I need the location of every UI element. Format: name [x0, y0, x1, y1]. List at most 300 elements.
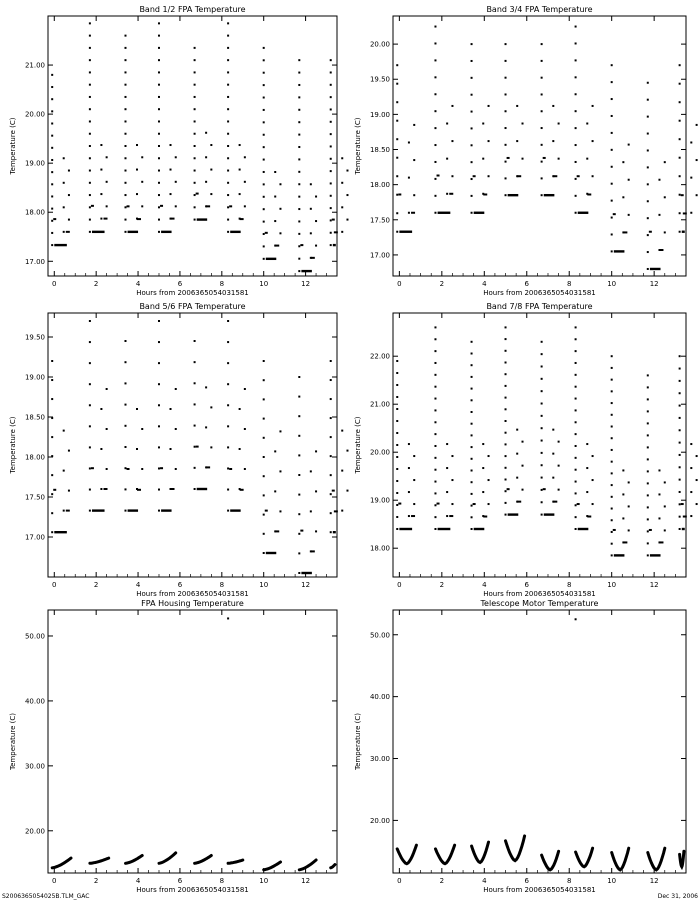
data-point	[341, 206, 343, 208]
data-point	[330, 121, 332, 123]
data-point	[263, 47, 265, 49]
data-point	[482, 443, 484, 445]
data-point	[541, 440, 543, 442]
y-tick-label: 20.00	[369, 40, 390, 49]
x-tick-label: 4	[135, 280, 141, 288]
plateau-segment	[128, 509, 138, 511]
plateau-segment	[473, 503, 476, 505]
data-point	[170, 144, 172, 146]
plateau-segment	[103, 218, 107, 220]
plateau-segment	[127, 468, 130, 470]
data-point	[647, 133, 649, 135]
data-point	[679, 175, 681, 177]
data-point	[298, 376, 300, 378]
data-point	[451, 479, 453, 481]
chart-title: Band 1/2 FPA Temperature	[139, 5, 246, 14]
data-point	[51, 86, 53, 88]
data-point	[541, 77, 543, 79]
data-point	[68, 194, 70, 196]
data-point	[611, 217, 613, 219]
data-point	[647, 530, 649, 532]
data-point	[541, 390, 543, 392]
y-tick-label: 22.00	[369, 352, 390, 361]
data-point	[396, 231, 398, 233]
plateau-segment	[54, 531, 67, 533]
data-point	[690, 467, 692, 469]
y-tick-label: 18.50	[24, 413, 45, 422]
temperature-arc	[159, 853, 176, 863]
data-point	[274, 220, 276, 222]
data-point	[194, 425, 196, 427]
data-point	[346, 450, 348, 452]
data-point	[679, 466, 681, 468]
data-point	[396, 64, 398, 66]
data-point	[396, 432, 398, 434]
data-point	[611, 543, 613, 545]
data-point	[298, 134, 300, 136]
data-point	[558, 158, 560, 160]
plateau-segment	[301, 572, 311, 574]
data-point	[298, 454, 300, 456]
data-point	[575, 42, 577, 44]
data-point	[679, 417, 681, 419]
data-point	[658, 179, 660, 181]
data-point	[434, 481, 436, 483]
plateau-segment	[449, 515, 453, 517]
data-point	[575, 195, 577, 197]
data-point	[274, 490, 276, 492]
data-point	[575, 409, 577, 411]
data-point	[227, 145, 229, 147]
data-point	[298, 513, 300, 515]
data-point	[330, 133, 332, 135]
data-point	[396, 408, 398, 410]
data-point	[315, 530, 317, 532]
data-point	[175, 156, 177, 158]
data-point	[505, 362, 507, 364]
data-point	[175, 428, 177, 430]
data-point	[227, 22, 229, 24]
data-point	[315, 220, 317, 222]
data-point	[298, 158, 300, 160]
data-point	[263, 159, 265, 161]
data-point	[592, 140, 594, 142]
data-point	[696, 194, 698, 196]
data-point	[279, 510, 281, 512]
data-point	[124, 510, 126, 512]
data-point	[575, 386, 577, 388]
data-point	[622, 517, 624, 519]
plateau-segment	[659, 541, 663, 543]
data-point	[205, 386, 207, 388]
data-point	[194, 170, 196, 172]
data-point	[664, 529, 666, 531]
plot-frame	[48, 16, 337, 276]
data-point	[541, 464, 543, 466]
data-point	[263, 379, 265, 381]
data-point	[647, 494, 649, 496]
data-point	[210, 169, 212, 171]
temperature-arc	[195, 856, 212, 864]
data-point	[298, 474, 300, 476]
data-point	[263, 514, 265, 516]
plateau-segment	[229, 205, 232, 207]
data-point	[647, 183, 649, 185]
data-point	[575, 93, 577, 95]
x-tick-label: 8	[566, 877, 572, 885]
y-axis-label: Temperature (C)	[9, 117, 17, 175]
x-tick-label: 10	[607, 280, 617, 288]
data-point	[413, 479, 415, 481]
data-point	[227, 71, 229, 73]
data-point	[51, 159, 53, 161]
data-point	[505, 479, 507, 481]
data-point	[330, 493, 332, 495]
data-point	[488, 175, 490, 177]
data-point	[158, 425, 160, 427]
data-point	[330, 145, 332, 147]
chart-title: Telescope Motor Temperature	[480, 599, 599, 608]
plot-frame	[393, 16, 686, 276]
data-point	[210, 446, 212, 448]
data-point	[488, 140, 490, 142]
data-point	[263, 418, 265, 420]
data-point	[330, 512, 332, 514]
data-point	[124, 404, 126, 406]
data-point	[611, 461, 613, 463]
data-points	[52, 617, 335, 869]
data-point	[647, 234, 649, 236]
plateau-segment	[311, 257, 315, 259]
data-point	[471, 353, 473, 355]
data-point	[298, 245, 300, 247]
data-point	[434, 445, 436, 447]
data-point	[141, 156, 143, 158]
data-point	[575, 398, 577, 400]
data-point	[647, 518, 649, 520]
data-point	[408, 491, 410, 493]
plateau-segment	[543, 157, 546, 159]
data-point	[408, 141, 410, 143]
plateau-segment	[171, 488, 175, 490]
data-point	[205, 426, 207, 428]
data-point	[298, 183, 300, 185]
plateau-segment	[544, 194, 555, 196]
temperature-arc	[576, 848, 593, 867]
data-point	[158, 446, 160, 448]
plateau-segment	[332, 219, 335, 221]
data-point	[194, 446, 196, 448]
data-point	[89, 404, 91, 406]
data-point	[611, 355, 613, 357]
data-point	[471, 399, 473, 401]
data-point	[89, 219, 91, 221]
y-tick-label: 40.00	[24, 697, 45, 706]
data-point	[263, 437, 265, 439]
data-point	[575, 110, 577, 112]
x-tick-label: 10	[607, 581, 617, 589]
x-tick-label: 10	[607, 877, 617, 885]
data-point	[586, 491, 588, 493]
temperature-arc	[436, 845, 455, 864]
plateau-segment	[332, 490, 335, 492]
data-point	[89, 510, 91, 512]
data-point	[263, 552, 265, 554]
temperature-arc	[612, 848, 629, 870]
data-point	[89, 133, 91, 135]
plateau-segment	[197, 218, 207, 220]
plateau-segment	[659, 249, 663, 251]
data-point	[471, 505, 473, 507]
x-tick-label: 10	[259, 280, 269, 288]
data-point	[505, 420, 507, 422]
data-point	[408, 443, 410, 445]
data-point	[505, 43, 507, 45]
data-point	[227, 35, 229, 37]
plateau-segment	[681, 503, 684, 505]
data-point	[575, 326, 577, 328]
data-point	[263, 109, 265, 111]
data-point	[330, 195, 332, 197]
data-point	[679, 212, 681, 214]
data-point	[679, 442, 681, 444]
plateau-segment	[92, 231, 105, 233]
data-point	[647, 116, 649, 118]
data-point	[330, 108, 332, 110]
plateau-segment	[265, 510, 268, 512]
data-point	[244, 428, 246, 430]
data-point	[89, 35, 91, 37]
data-point	[647, 482, 649, 484]
temperature-arc	[506, 836, 525, 861]
data-point	[100, 193, 102, 195]
data-point	[51, 493, 53, 495]
data-point	[396, 175, 398, 177]
plateau-segment	[137, 218, 141, 220]
data-point	[647, 458, 649, 460]
data-point	[330, 379, 332, 381]
data-point	[158, 108, 160, 110]
data-point	[170, 193, 172, 195]
data-points	[396, 326, 697, 556]
data-point	[575, 212, 577, 214]
plateau-segment	[301, 270, 311, 272]
data-point	[413, 159, 415, 161]
data-point	[298, 233, 300, 235]
plateau-segment	[160, 467, 163, 469]
data-point	[298, 208, 300, 210]
plateau-segment	[578, 212, 589, 214]
temperature-arc	[542, 851, 559, 870]
data-point	[227, 467, 229, 469]
data-point	[434, 409, 436, 411]
data-point	[575, 127, 577, 129]
data-point	[194, 59, 196, 61]
plateau-segment	[473, 175, 476, 177]
data-point	[298, 533, 300, 535]
plateau-segment	[614, 250, 625, 252]
data-point	[51, 360, 53, 362]
data-point	[124, 71, 126, 73]
data-point	[227, 425, 229, 427]
data-point	[488, 479, 490, 481]
data-point	[124, 467, 126, 469]
data-point	[647, 422, 649, 424]
y-tick-label: 17.00	[369, 251, 390, 260]
data-point	[434, 59, 436, 61]
plateau-segment	[206, 205, 210, 207]
data-point	[51, 398, 53, 400]
data-point	[611, 484, 613, 486]
data-point	[124, 206, 126, 208]
data-point	[263, 183, 265, 185]
data-point	[263, 533, 265, 535]
data-point	[396, 138, 398, 140]
plateau-segment	[517, 501, 521, 503]
data-point	[194, 84, 196, 86]
data-point	[434, 350, 436, 352]
chart-panel-0	[9, 5, 348, 297]
chart-title: FPA Housing Temperature	[141, 599, 244, 608]
data-point	[279, 208, 281, 210]
plateau-segment	[614, 554, 625, 556]
plateau-segment	[508, 513, 519, 515]
data-point	[664, 505, 666, 507]
data-point	[664, 231, 666, 233]
plateau-segment	[483, 516, 487, 518]
data-point	[679, 138, 681, 140]
data-point	[396, 384, 398, 386]
data-point	[124, 47, 126, 49]
y-tick-label: 30.00	[24, 762, 45, 771]
plateau-segment	[683, 516, 687, 518]
data-point	[505, 502, 507, 504]
data-point	[298, 258, 300, 260]
plateau-segment	[398, 503, 401, 505]
data-point	[408, 515, 410, 517]
data-point	[239, 448, 241, 450]
data-point	[194, 403, 196, 405]
data-point	[446, 491, 448, 493]
data-point	[522, 465, 524, 467]
data-point	[205, 181, 207, 183]
data-point	[471, 458, 473, 460]
data-point	[488, 455, 490, 457]
data-point	[274, 196, 276, 198]
data-point	[158, 96, 160, 98]
data-point	[664, 196, 666, 198]
data-point	[575, 178, 577, 180]
data-point	[227, 59, 229, 61]
data-point	[124, 194, 126, 196]
plateau-segment	[613, 529, 616, 531]
data-point	[482, 491, 484, 493]
data-point	[434, 212, 436, 214]
data-point	[434, 433, 436, 435]
x-tick-label: 2	[93, 581, 99, 589]
data-point	[89, 194, 91, 196]
plateau-segment	[438, 528, 451, 530]
data-point	[346, 490, 348, 492]
data-point	[298, 59, 300, 61]
data-point	[330, 59, 332, 61]
data-point	[541, 144, 543, 146]
data-point	[679, 429, 681, 431]
data-point	[124, 231, 126, 233]
data-point	[330, 436, 332, 438]
data-point	[136, 144, 138, 146]
data-point	[575, 528, 577, 530]
data-point	[396, 396, 398, 398]
data-point	[541, 501, 543, 503]
data-point	[263, 233, 265, 235]
data-point	[482, 123, 484, 125]
data-point	[263, 121, 265, 123]
data-point	[471, 43, 473, 45]
data-point	[679, 503, 681, 505]
data-point	[434, 178, 436, 180]
data-point	[141, 428, 143, 430]
data-point	[575, 421, 577, 423]
data-point	[346, 170, 348, 172]
data-point	[106, 428, 108, 430]
data-point	[175, 205, 177, 207]
data-point	[51, 436, 53, 438]
data-point	[298, 171, 300, 173]
data-point	[298, 72, 300, 74]
data-point	[158, 120, 160, 122]
data-point	[552, 140, 554, 142]
data-point	[298, 415, 300, 417]
plateau-segment	[91, 467, 94, 469]
data-point	[541, 161, 543, 163]
data-point	[451, 140, 453, 142]
data-point	[158, 362, 160, 364]
data-point	[194, 157, 196, 159]
data-point	[51, 512, 53, 514]
data-point	[658, 493, 660, 495]
data-point	[471, 481, 473, 483]
data-point	[558, 123, 560, 125]
y-tick-label: 20.00	[24, 827, 45, 836]
data-point	[124, 170, 126, 172]
data-point	[263, 72, 265, 74]
plateau-segment	[578, 528, 589, 530]
data-point	[413, 503, 415, 505]
data-point	[141, 468, 143, 470]
data-point	[488, 105, 490, 107]
data-point	[434, 457, 436, 459]
data-point	[158, 320, 160, 322]
data-point	[679, 516, 681, 518]
data-point	[194, 120, 196, 122]
plateau-segment	[266, 258, 276, 260]
plateau-segment	[508, 194, 519, 196]
data-point	[68, 450, 70, 452]
data-point	[516, 429, 518, 431]
data-point	[263, 97, 265, 99]
data-point	[516, 140, 518, 142]
y-tick-label: 17.00	[24, 533, 45, 542]
y-tick-label: 21.00	[24, 61, 45, 70]
data-point	[575, 481, 577, 483]
data-point	[227, 170, 229, 172]
temperature-arc	[680, 851, 684, 867]
data-point	[664, 161, 666, 163]
data-point	[51, 123, 53, 125]
x-tick-label: 0	[52, 877, 57, 885]
data-point	[158, 47, 160, 49]
